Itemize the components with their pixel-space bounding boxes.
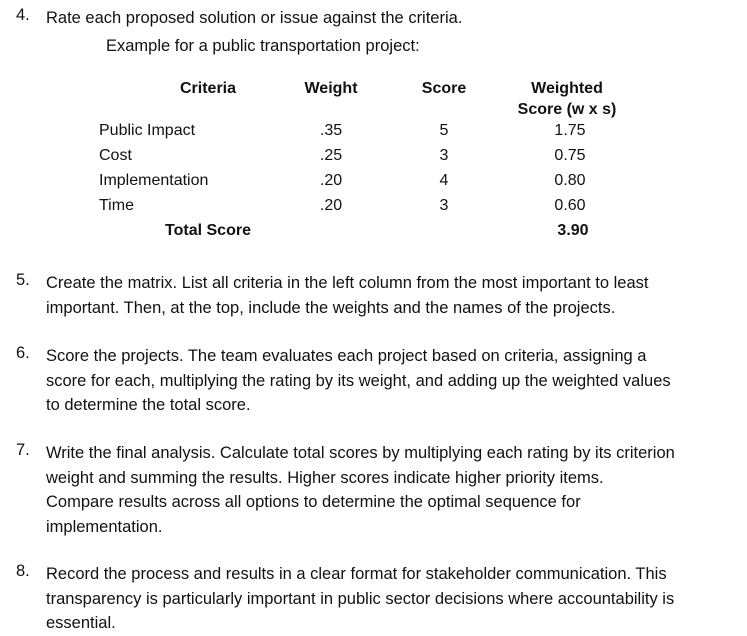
row-weighted: 0.60 (554, 197, 586, 214)
row-criteria: Cost (99, 147, 132, 164)
total-score-label: Total Score (165, 222, 251, 239)
row-score: 4 (439, 172, 449, 189)
row-score: 3 (439, 147, 449, 164)
header-weight: Weight (304, 80, 358, 97)
row-weighted: 1.75 (554, 122, 586, 139)
header-weighted-line1: Weighted (531, 80, 603, 97)
step-text-line: to determine the total score. (46, 396, 251, 414)
step-text-line: Write the final analysis. Calculate total scores by multiplying each rating by its criterion (46, 444, 675, 462)
step-number: 6. (16, 344, 30, 362)
header-score: Score (421, 80, 467, 97)
step-text-line: important. Then, at the top, include the weights and the names of the projects. (46, 298, 616, 317)
row-criteria: Implementation (99, 172, 209, 189)
example-label: Example for a public transportation project: (106, 37, 420, 55)
step-text-line: implementation. (46, 517, 163, 536)
row-weight: .35 (319, 122, 343, 139)
header-criteria: Criteria (179, 80, 237, 97)
step-text: Rate each proposed solution or issue against the criteria. (46, 9, 463, 27)
step-number: 8. (16, 562, 30, 580)
header-weighted-line2: Score (w x s) (517, 101, 617, 118)
row-weight: .20 (319, 197, 343, 214)
row-weighted: 0.80 (554, 172, 586, 189)
step-text-line: essential. (46, 614, 116, 632)
step-text-line: transparency is particularly important in public sector decisions where accountability is (46, 589, 675, 608)
step-number: 4. (16, 6, 30, 24)
row-criteria: Public Impact (99, 122, 196, 139)
row-score: 5 (439, 122, 449, 139)
total-score-value: 3.90 (557, 222, 589, 239)
row-weighted: 0.75 (554, 147, 586, 164)
step-text-line: score for each, multiplying the rating by its weight, and adding up the weighted values (46, 371, 671, 390)
step-number: 7. (16, 441, 30, 459)
step-text-line: weight and summing the results. Higher scores indicate higher priority items. (46, 468, 604, 487)
step-text-line: Compare results across all options to determine the optimal sequence for (46, 493, 581, 511)
step-text-line: Score the projects. The team evaluates each project based on criteria, assigning a (46, 347, 647, 365)
row-criteria: Time (99, 197, 134, 214)
step-text-line: Record the process and results in a clear format for stakeholder communication. This (46, 565, 667, 583)
step-text-line: Create the matrix. List all criteria in the left column from the most important to least (46, 274, 649, 292)
row-weight: .20 (319, 172, 343, 189)
row-score: 3 (439, 197, 449, 214)
row-weight: .25 (319, 147, 343, 164)
step-number: 5. (16, 271, 30, 289)
